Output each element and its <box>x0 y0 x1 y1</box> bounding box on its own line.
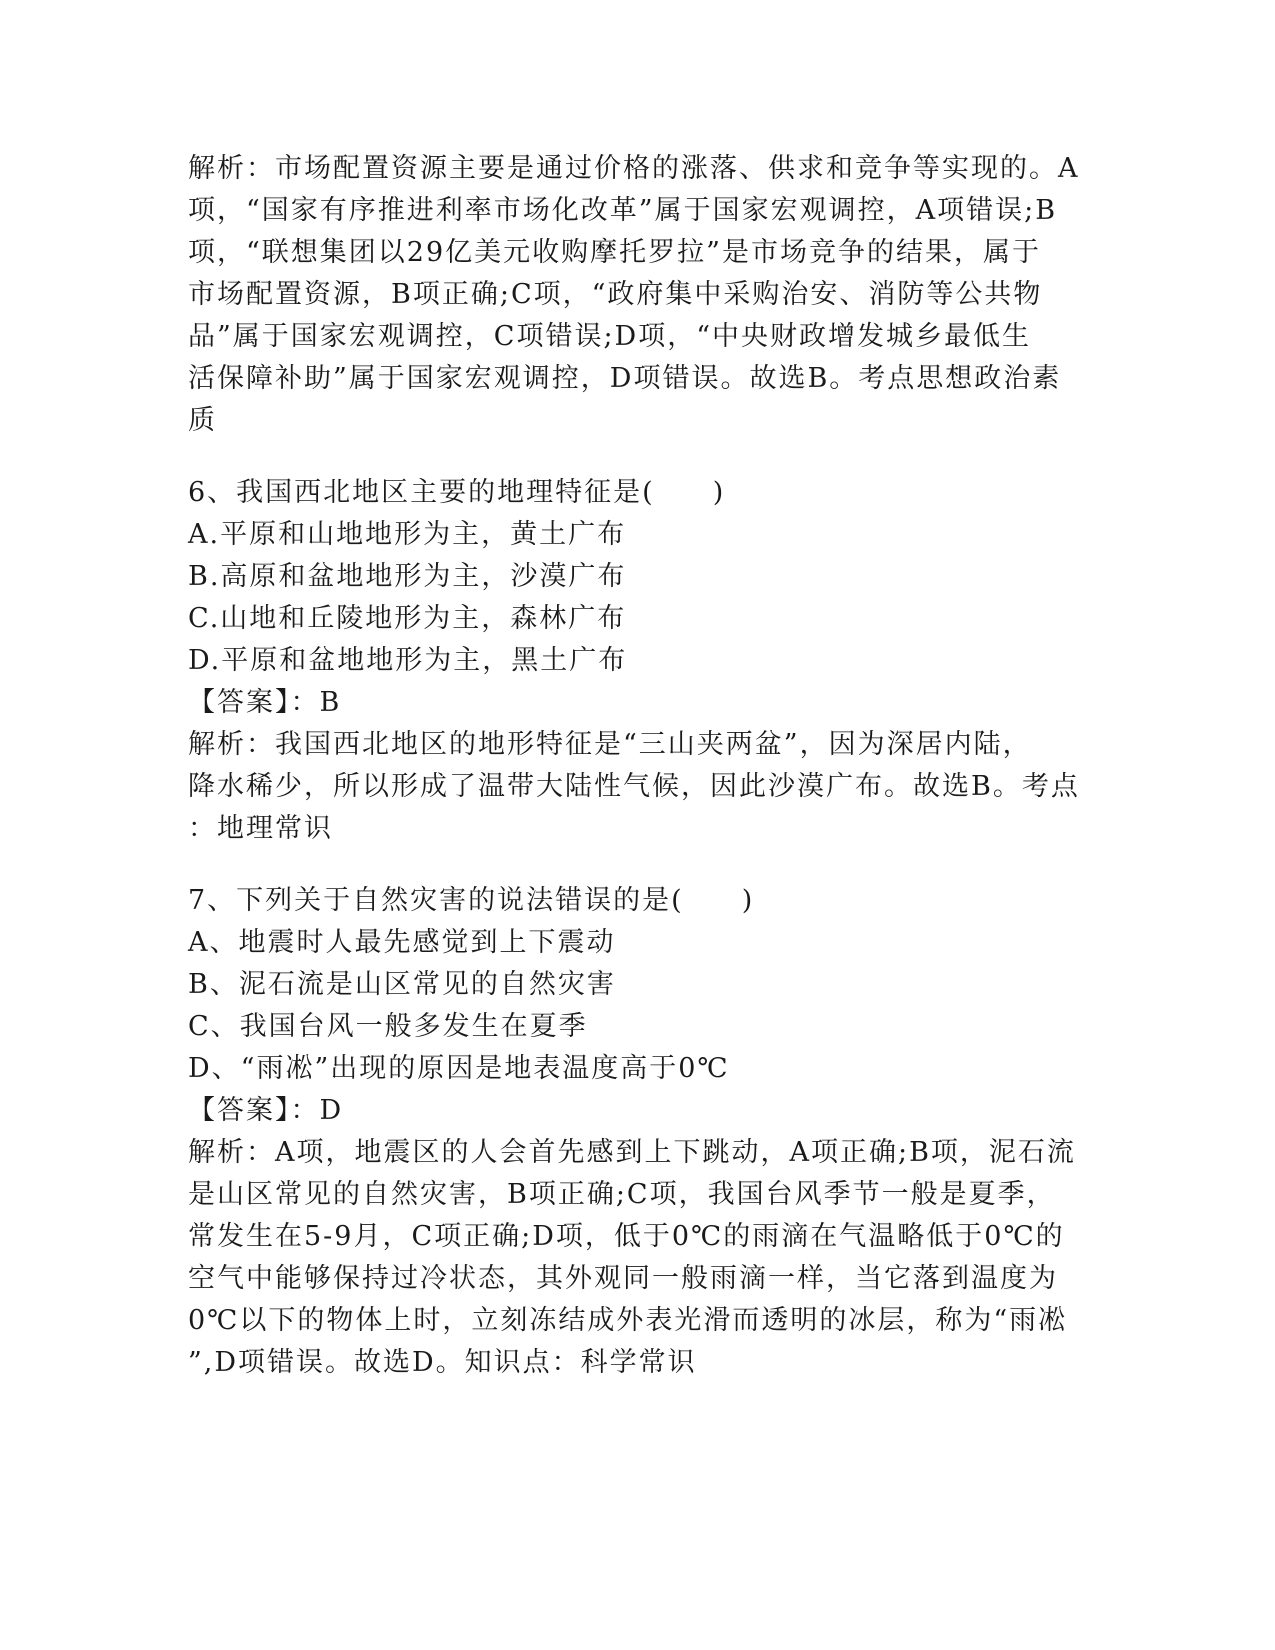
spacer <box>188 850 1088 880</box>
analysis-block-q5 <box>188 148 1088 442</box>
question-block-7 <box>188 880 1088 1384</box>
option-d: D.平原和盆地地形为主，黑土广布 <box>188 645 628 676</box>
analysis-line: 解析：我国西北地区的地形特征是“三山夹两盆”，因为深居内陆， <box>188 729 1032 760</box>
option-c: C、我国台风一般多发生在夏季 <box>188 1011 588 1042</box>
answer-label: 【答案】：B <box>188 687 342 718</box>
option-b: B、泥石流是山区常见的自然灾害 <box>188 969 616 1000</box>
analysis-line: 解析：市场配置资源主要是通过价格的涨落、供求和竞争等实现的。A <box>188 153 1080 184</box>
question-stem: 6、我国西北地区主要的地理特征是( ) <box>188 477 726 508</box>
question-block-6 <box>188 472 1088 850</box>
analysis-line: ”,D项错误。故选D。知识点：科学常识 <box>188 1347 697 1378</box>
analysis-line: 降水稀少，所以形成了温带大陆性气候，因此沙漠广布。故选B。考点 <box>188 771 1080 802</box>
option-c: C.山地和丘陵地形为主，森林广布 <box>188 603 627 634</box>
analysis-line: 活保障补助”属于国家宏观调控，D项错误。故选B。考点思想政治素 <box>188 363 1062 394</box>
analysis-line: 项，“联想集团以29亿美元收购摩托罗拉”是市场竞争的结果，属于 <box>188 237 1041 268</box>
analysis-line: 是山区常见的自然灾害，B项正确;C项，我国台风季节一般是夏季， <box>188 1179 1056 1210</box>
question-stem: 7、下列关于自然灾害的说法错误的是( ) <box>188 885 755 916</box>
analysis-line: 解析：A项，地震区的人会首先感到上下跳动，A项正确;B项，泥石流 <box>188 1137 1076 1168</box>
analysis-line: ：地理常识 <box>188 813 333 844</box>
analysis-line: 质 <box>188 405 217 436</box>
analysis-line: 项，“国家有序推进利率市场化改革”属于国家宏观调控，A项错误;B <box>188 195 1058 226</box>
analysis-line: 0℃以下的物体上时，立刻冻结成外表光滑而透明的冰层，称为“雨凇 <box>188 1305 1068 1336</box>
answer-label: 【答案】：D <box>188 1095 344 1126</box>
analysis-line: 常发生在5-9月，C项正确;D项，低于0℃的雨滴在气温略低于0℃的 <box>188 1221 1065 1252</box>
option-b: B.高原和盆地地形为主，沙漠广布 <box>188 561 627 592</box>
spacer <box>188 442 1088 472</box>
analysis-line: 空气中能够保持过冷状态，其外观同一般雨滴一样，当它落到温度为 <box>188 1263 1058 1294</box>
analysis-line: 市场配置资源，B项正确;C项，“政府集中采购治安、消防等公共物 <box>188 279 1043 310</box>
option-a: A.平原和山地地形为主，黄土广布 <box>188 519 627 550</box>
option-a: A、地震时人最先感觉到上下震动 <box>188 927 616 958</box>
document-page <box>188 148 1088 1384</box>
option-d: D、“雨凇”出现的原因是地表温度高于0℃ <box>188 1053 730 1084</box>
analysis-line: 品”属于国家宏观调控，C项错误;D项，“中央财政增发城乡最低生 <box>188 321 1032 352</box>
